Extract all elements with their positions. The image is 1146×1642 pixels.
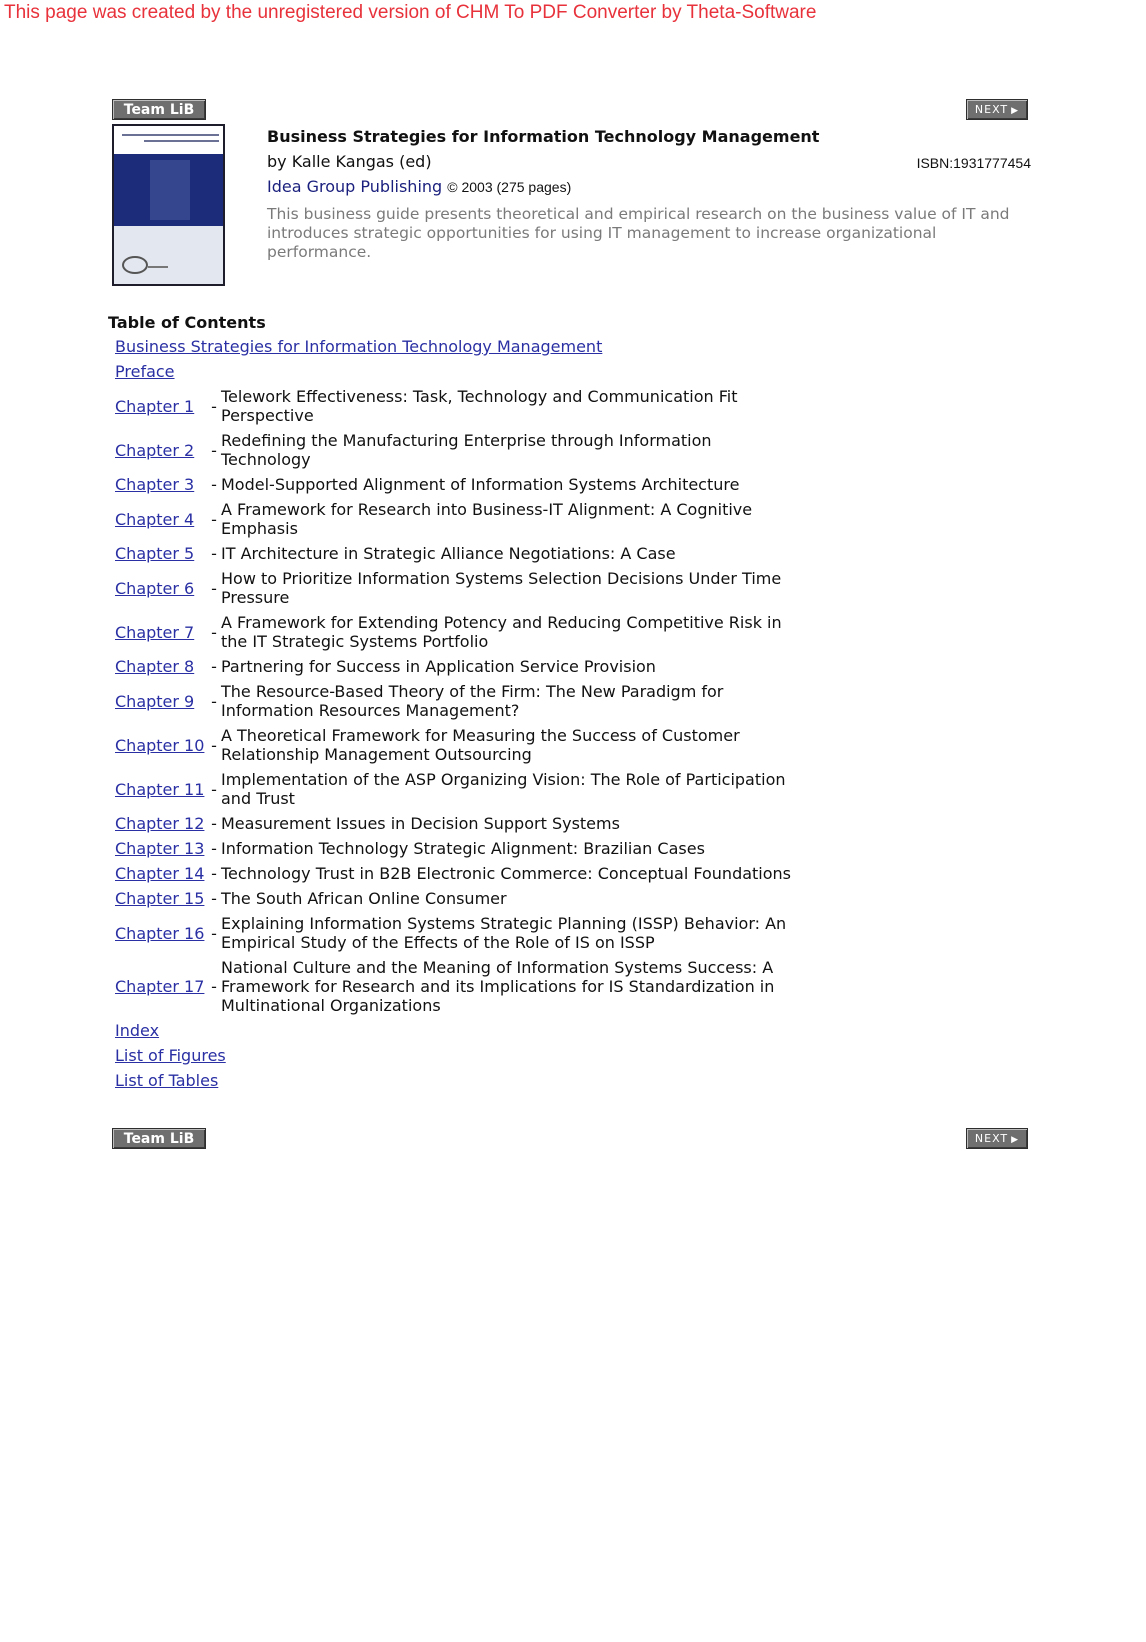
toc-row: Chapter 1 - Telework Effectiveness: Task, Technology and Communication Fit Perspective (115, 387, 795, 425)
toc-row: Chapter 17 - National Culture and the Meaning of Information Systems Success: A Framework for Research and its Implications for IS Standardization in Multinational Organizations (115, 958, 795, 1015)
publisher-line (267, 177, 571, 196)
toc-row: Chapter 16 - Explaining Information Systems Strategic Planning (ISSP) Behavior: An Empirical Study of the Effects of the Role of IS on ISSP (115, 914, 795, 952)
toc-link-index[interactable]: Index (115, 1021, 160, 1040)
table-of-contents (115, 337, 795, 1090)
chapter-title: Information Technology Strategic Alignment: Brazilian Cases (221, 839, 705, 858)
toc-row: Chapter 13 - Information Technology Strategic Alignment: Brazilian Cases (115, 839, 795, 858)
publisher-logo-icon (122, 256, 148, 274)
chapter-link[interactable]: Chapter 2 (115, 440, 195, 460)
converter-watermark: This page was created by the unregistered version of CHM To PDF Converter by Theta-Software (4, 2, 817, 23)
toc-row: Chapter 14 - Technology Trust in B2B Electronic Commerce: Conceptual Foundations (115, 864, 795, 883)
toc-link-preface[interactable]: Preface (115, 362, 175, 381)
chapter-link[interactable]: Chapter 1 (115, 396, 195, 416)
next-label: NEXT (974, 1132, 1009, 1145)
chapter-link[interactable]: Chapter 4 (115, 509, 195, 529)
chapter-title: Model-Supported Alignment of Information Systems Architecture (221, 475, 740, 494)
publisher-link[interactable]: Idea Group Publishing (267, 177, 443, 196)
next-label: NEXT (974, 103, 1009, 116)
chapter-title: A Theoretical Framework for Measuring the Success of Customer Relationship Management Outsourcing (221, 726, 740, 764)
publication-meta: © 2003 (275 pages) (447, 179, 572, 195)
next-arrow-icon: ▶ (1011, 106, 1020, 116)
chapter-link[interactable]: Chapter 13 (115, 839, 205, 858)
next-arrow-icon: ▶ (1011, 1135, 1020, 1145)
chapter-title: IT Architecture in Strategic Alliance Negotiations: A Case (221, 544, 676, 563)
chapter-title: Partnering for Success in Application Service Provision (221, 657, 656, 676)
chapter-title: The Resource-Based Theory of the Firm: The New Paradigm for Information Resources Management? (221, 682, 724, 720)
chapter-link[interactable]: Chapter 16 (115, 923, 205, 943)
chapter-title: A Framework for Research into Business-IT Alignment: A Cognitive Emphasis (221, 500, 753, 538)
book-title: Business Strategies for Information Technology Management (267, 127, 820, 146)
chapter-title: Implementation of the ASP Organizing Vision: The Role of Participation and Trust (221, 770, 786, 808)
chapter-link[interactable]: Chapter 3 (115, 475, 195, 494)
next-button-bottom[interactable] (966, 1128, 1028, 1149)
book-description: This business guide presents theoretical and empirical research on the business value of IT and introduces strategic opportunities for using IT management to increase organizational performance. (267, 205, 1010, 261)
chapter-link[interactable]: Chapter 11 (115, 779, 205, 799)
toc-row: Chapter 15 - The South African Online Consumer (115, 889, 795, 908)
toc-row: Chapter 12 - Measurement Issues in Decision Support Systems (115, 814, 795, 833)
chapter-link[interactable]: Chapter 7 (115, 622, 195, 642)
toc-row: Chapter 10 - A Theoretical Framework for Measuring the Success of Customer Relationship Management Outsourcing (115, 726, 795, 764)
book-author: by Kalle Kangas (ed) (267, 152, 432, 171)
toc-row: Chapter 5 - IT Architecture in Strategic Alliance Negotiations: A Case (115, 544, 795, 563)
chapter-title: A Framework for Extending Potency and Reducing Competitive Risk in the IT Strategic Systems Portfolio (221, 613, 782, 651)
toc-row: Chapter 3 - Model-Supported Alignment of Information Systems Architecture (115, 475, 795, 494)
toc-row: Chapter 6 - How to Prioritize Information Systems Selection Decisions Under Time Pressure (115, 569, 795, 607)
chapter-title: How to Prioritize Information Systems Selection Decisions Under Time Pressure (221, 569, 782, 607)
toc-row: Chapter 4 - A Framework for Research into Business-IT Alignment: A Cognitive Emphasis (115, 500, 795, 538)
book-cover-image (112, 124, 225, 286)
next-button-top[interactable] (966, 99, 1028, 120)
toc-row: Chapter 2 - Redefining the Manufacturing Enterprise through Information Technology (115, 431, 795, 469)
chapter-link[interactable]: Chapter 10 (115, 735, 205, 755)
chapter-title: Technology Trust in B2B Electronic Commerce: Conceptual Foundations (221, 864, 792, 883)
toc-row: Chapter 11 - Implementation of the ASP Organizing Vision: The Role of Participation and Trust (115, 770, 795, 808)
chapter-title: Telework Effectiveness: Task, Technology and Communication Fit Perspective (221, 387, 738, 425)
toc-row: Chapter 7 - A Framework for Extending Potency and Reducing Competitive Risk in the IT Strategic Systems Portfolio (115, 613, 795, 651)
toc-heading: Table of Contents (108, 313, 266, 332)
chapter-link[interactable]: Chapter 15 (115, 889, 205, 908)
chapter-link[interactable]: Chapter 8 (115, 657, 195, 676)
toc-row: Chapter 9 - The Resource-Based Theory of the Firm: The New Paradigm for Information Resources Management? (115, 682, 795, 720)
chapter-link[interactable]: Chapter 9 (115, 691, 195, 711)
toc-link-list-of-figures[interactable]: List of Figures (115, 1046, 226, 1065)
team-lib-button-bottom[interactable]: Team LiB (112, 1128, 206, 1149)
chapter-title: Measurement Issues in Decision Support Systems (221, 814, 620, 833)
chapter-title: Redefining the Manufacturing Enterprise through Information Technology (221, 431, 712, 469)
chapter-title: Explaining Information Systems Strategic Planning (ISSP) Behavior: An Empirical Study of the Effects of the Role of IS on ISSP (221, 914, 787, 952)
chapter-link[interactable]: Chapter 14 (115, 864, 205, 883)
chapter-link[interactable]: Chapter 6 (115, 578, 195, 598)
chapter-title: The South African Online Consumer (221, 889, 507, 908)
toc-link-list-of-tables[interactable]: List of Tables (115, 1071, 219, 1090)
chapter-link[interactable]: Chapter 5 (115, 544, 195, 563)
chapter-title: National Culture and the Meaning of Information Systems Success: A Framework for Research and its Implications for IS Standardization in Multinational Organizations (221, 958, 775, 1015)
chapter-link[interactable]: Chapter 12 (115, 814, 205, 833)
toc-row: Chapter 8 - Partnering for Success in Application Service Provision (115, 657, 795, 676)
toc-link-book-title[interactable]: Business Strategies for Information Technology Management (115, 337, 603, 356)
book-isbn: ISBN:1931777454 (916, 155, 1031, 171)
chapter-link[interactable]: Chapter 17 (115, 977, 205, 996)
team-lib-button-top[interactable]: Team LiB (112, 99, 206, 120)
